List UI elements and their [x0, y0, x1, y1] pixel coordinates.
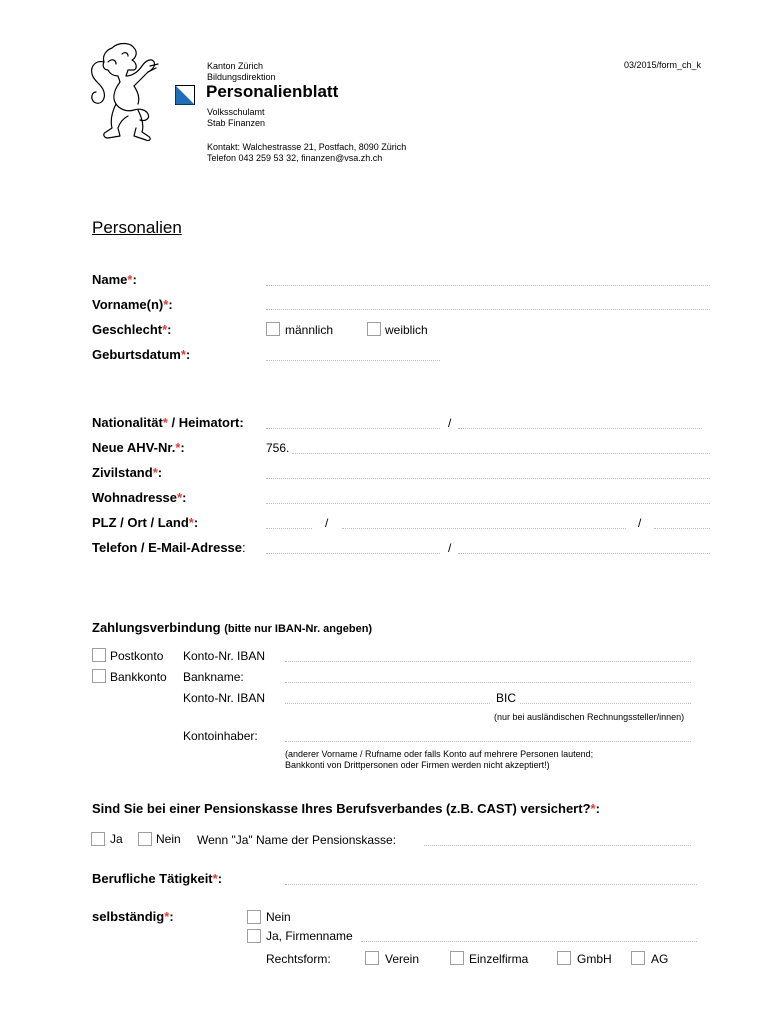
- bankname-label: Bankname:: [183, 670, 244, 684]
- land-field[interactable]: [654, 528, 710, 529]
- payment-title: Zahlungsverbindung (bitte nur IBAN-Nr. angeben): [92, 620, 373, 635]
- nationalitaet-field[interactable]: [266, 428, 440, 429]
- geburtsdatum-label: Geburtsdatum*:: [92, 347, 191, 362]
- zivilstand-label: Zivilstand*:: [92, 465, 163, 480]
- pension-ja-label: Ja: [110, 832, 123, 846]
- geschlecht-label: Geschlecht*:: [92, 322, 172, 337]
- section-title: Personalien: [92, 218, 182, 237]
- gmbh-label: GmbH: [577, 952, 612, 966]
- postkonto-label: Postkonto: [110, 649, 164, 663]
- name-field[interactable]: [266, 285, 710, 286]
- email-field[interactable]: [458, 553, 710, 554]
- wohnadresse-label: Wohnadresse*:: [92, 490, 187, 505]
- gmbh-checkbox[interactable]: [557, 951, 571, 965]
- ag-label: AG: [651, 952, 669, 966]
- vorname-label: Vorname(n)*:: [92, 297, 173, 312]
- einzelfirma-label: Einzelfirma: [469, 952, 529, 966]
- ort-field[interactable]: [342, 528, 626, 529]
- bankkonto-label: Bankkonto: [110, 670, 167, 684]
- pension-question: Sind Sie bei einer Pensionskasse Ihres Berufsverbandes (z.B. CAST) versichert?*:: [92, 801, 600, 816]
- bic-note: (nur bei ausländischen Rechnungssteller/innen): [494, 712, 685, 722]
- maennlich-label: männlich: [285, 323, 334, 337]
- slash-separator: /: [448, 541, 452, 555]
- slash-separator: /: [325, 516, 329, 530]
- kontoinhaber-label: Kontoinhaber:: [183, 729, 258, 743]
- name-label: Name*:: [92, 272, 137, 287]
- plz-field[interactable]: [266, 528, 312, 529]
- zivilstand-field[interactable]: [266, 478, 710, 479]
- pensionskasse-label: Wenn "Ja" Name der Pensionskasse:: [197, 833, 397, 847]
- contact-address: Kontakt: Walchestrasse 21, Postfach, 8090 Zürich: [207, 142, 407, 152]
- selbstaendig-ja-label: Ja, Firmenname: [266, 929, 353, 943]
- canton-label: Kanton Zürich: [207, 61, 264, 71]
- ahv-prefix: 756.: [266, 441, 290, 455]
- weiblich-checkbox[interactable]: [367, 322, 381, 336]
- bankkonto-checkbox[interactable]: [92, 669, 106, 683]
- postkonto-iban-label: Konto-Nr. IBAN: [183, 649, 266, 663]
- contact-phone: Telefon 043 259 53 32, finanzen@vsa.zh.ch: [207, 153, 383, 163]
- wohnadresse-field[interactable]: [266, 503, 710, 504]
- vorname-field[interactable]: [266, 309, 710, 310]
- heimatort-field[interactable]: [458, 428, 702, 429]
- bic-label: BIC: [496, 691, 517, 705]
- form-code: 03/2015/form_ch_k: [624, 60, 702, 70]
- selbstaendig-ja-checkbox[interactable]: [247, 929, 261, 943]
- ahv-label: Neue AHV-Nr.*:: [92, 440, 185, 455]
- geburtsdatum-field[interactable]: [266, 360, 440, 361]
- ahv-field[interactable]: [292, 453, 710, 454]
- kontoinhaber-note-2: Bankkonti von Drittpersonen oder Firmen werden nicht akzeptiert!): [285, 760, 550, 770]
- telefon-label: Telefon / E-Mail-Adresse:: [92, 540, 246, 555]
- maennlich-checkbox[interactable]: [266, 322, 280, 336]
- rechtsform-label: Rechtsform:: [266, 952, 331, 966]
- zurich-lion-logo: [82, 40, 172, 145]
- verein-label: Verein: [385, 952, 420, 966]
- plz-label: PLZ / Ort / Land*:: [92, 515, 199, 530]
- selbstaendig-nein-checkbox[interactable]: [247, 910, 261, 924]
- postkonto-iban-field[interactable]: [285, 661, 691, 662]
- selbstaendig-label: selbständig*:: [92, 909, 174, 924]
- weiblich-label: weiblich: [385, 323, 428, 337]
- unit-label: Stab Finanzen: [207, 118, 266, 128]
- slash-separator: /: [448, 416, 452, 430]
- postkonto-checkbox[interactable]: [92, 648, 106, 662]
- pension-ja-checkbox[interactable]: [91, 832, 105, 846]
- document-title: Personalienblatt: [206, 82, 339, 101]
- pension-nein-checkbox[interactable]: [138, 832, 152, 846]
- verein-checkbox[interactable]: [365, 951, 379, 965]
- bankkonto-iban-field[interactable]: [285, 703, 490, 704]
- kontoinhaber-note-1: (anderer Vorname / Rufname oder falls Konto auf mehrere Personen lautend;: [285, 749, 594, 759]
- office-label: Volksschulamt: [207, 107, 265, 117]
- taetigkeit-label: Berufliche Tätigkeit*:: [92, 871, 223, 886]
- zurich-flag-icon: [175, 85, 195, 105]
- taetigkeit-field[interactable]: [285, 884, 697, 885]
- direction-label: Bildungsdirektion: [207, 72, 276, 82]
- firmenname-field[interactable]: [361, 941, 697, 942]
- bic-field[interactable]: [520, 703, 691, 704]
- ag-checkbox[interactable]: [631, 951, 645, 965]
- einzelfirma-checkbox[interactable]: [450, 951, 464, 965]
- nationalitaet-label: Nationalität* / Heimatort:: [92, 415, 244, 430]
- selbstaendig-nein-label: Nein: [266, 910, 291, 924]
- telefon-field[interactable]: [266, 553, 440, 554]
- bankkonto-iban-label: Konto-Nr. IBAN: [183, 691, 266, 705]
- pension-nein-label: Nein: [156, 832, 181, 846]
- pensionskasse-field[interactable]: [424, 845, 691, 846]
- slash-separator: /: [638, 516, 642, 530]
- kontoinhaber-field[interactable]: [285, 741, 691, 742]
- bankname-field[interactable]: [285, 682, 691, 683]
